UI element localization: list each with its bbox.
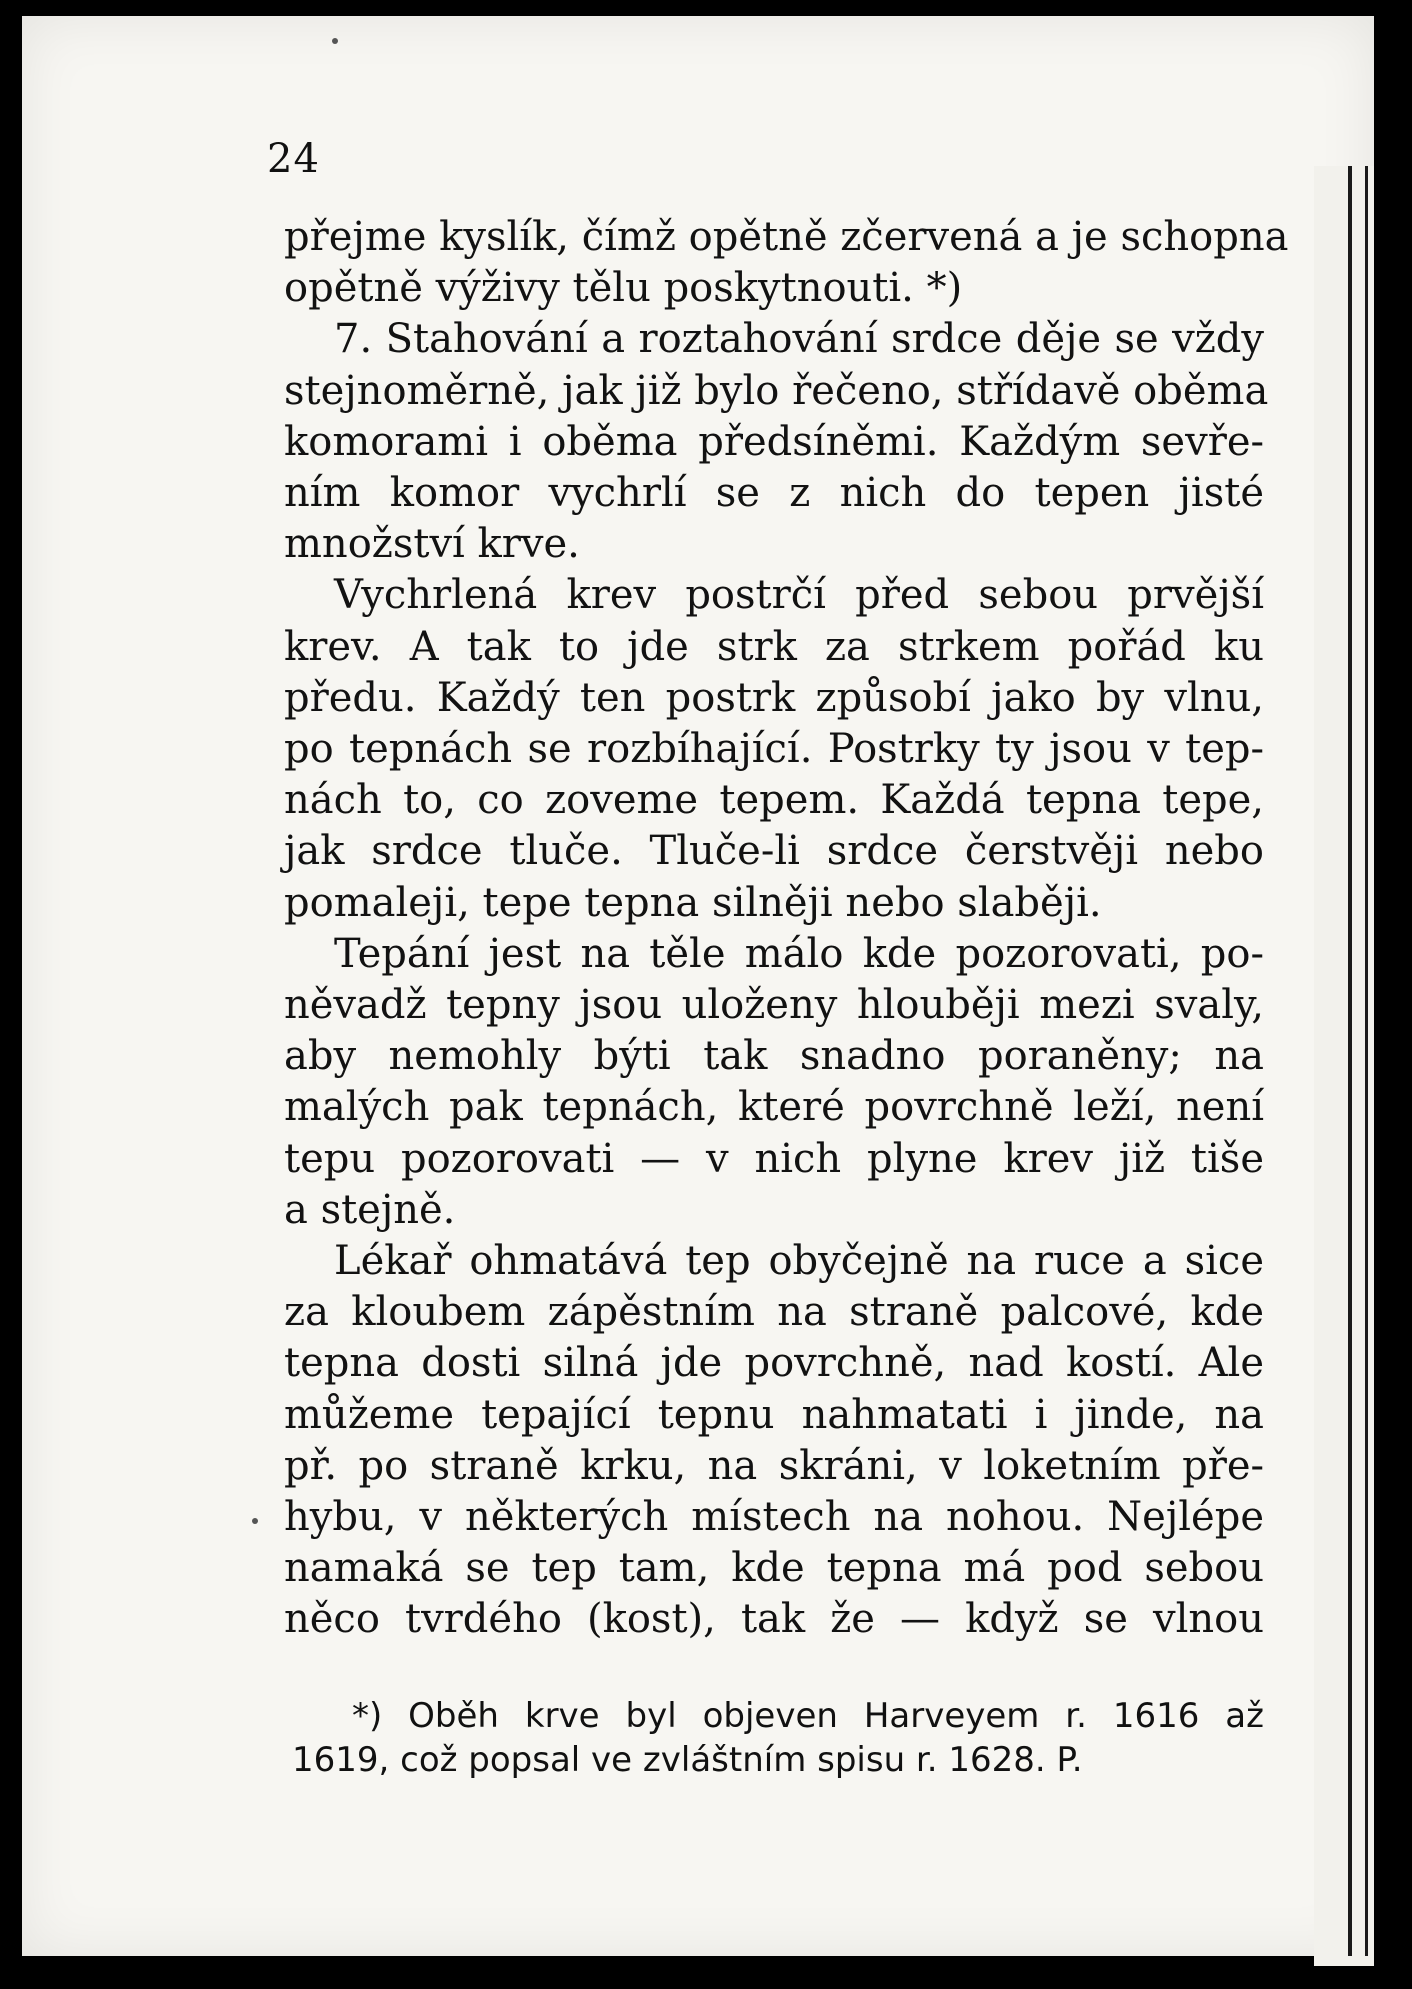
page-number: 24: [267, 136, 320, 182]
body-text-line: 7. Stahování a roztahování srdce děje se vždy: [334, 316, 1264, 363]
body-text-line: př. po straně krku, na skráni, v loketním pře-: [284, 1442, 1264, 1489]
body-text-line: hybu, v některých místech na nohou. Nejlépe: [284, 1494, 1264, 1541]
body-text-line: předu. Každý ten postrk způsobí jako by vlnu,: [284, 674, 1264, 721]
body-text-line: můžeme tepající tepnu nahmatati i jinde, na: [284, 1391, 1264, 1438]
body-text-line: něvadž tepny jsou uloženy hlouběji mezi svaly,: [284, 982, 1264, 1029]
body-text-line: po tepnách se rozbíhající. Postrky ty jsou v tep-: [284, 726, 1264, 773]
page-speck: [332, 38, 338, 44]
binding-line: [1348, 166, 1352, 1956]
body-text-line: a stejně.: [284, 1186, 456, 1233]
body-text-line: Lékař ohmatává tep obyčejně na ruce a sice: [334, 1238, 1264, 1285]
body-text-line: nách to, co zoveme tepem. Každá tepna tepe,: [284, 777, 1264, 824]
body-text-line: tepu pozorovati — v nich plyne krev již tiše: [284, 1135, 1264, 1182]
footnote: [292, 1694, 1264, 1782]
body-text-line: ním komor vychrlí se z nich do tepen jisté: [284, 470, 1264, 517]
body-text: [284, 212, 1289, 1646]
body-text-line: krev. A tak to jde strk za strkem pořád ku: [284, 623, 1264, 670]
body-text-line: komorami i oběma předsíněmi. Každým sevře-: [284, 418, 1264, 465]
body-text-line: stejnoměrně, jak již bylo řečeno, střídavě oběma: [284, 367, 1269, 414]
body-text-line: tepna dosti silná jde povrchně, nad kostí. Ale: [284, 1340, 1264, 1387]
body-text-line: množství krve.: [284, 521, 580, 568]
binding-line-outer: [1365, 166, 1368, 1956]
body-text-line: přejme kyslík, čímž opětně zčervená a je schopna: [284, 214, 1289, 260]
body-text-line: Tepání jest na těle málo kde pozorovati, po-: [334, 930, 1264, 977]
body-text-line: jak srdce tluče. Tluče-li srdce čerstvěji nebo: [284, 828, 1264, 875]
body-text-line: Vychrlená krev postrčí před sebou prvější: [334, 572, 1264, 619]
page-speck: [252, 1518, 258, 1524]
body-text-line: aby nemohly býti tak snadno poraněny; na: [284, 1033, 1264, 1080]
body-text-line: pomaleji, tepe tepna silněji nebo slaběji.: [284, 879, 1102, 926]
body-text-line: malých pak tepnách, které povrchně leží, není: [284, 1084, 1264, 1131]
book-page: [22, 16, 1374, 1956]
footnote-line: *) Oběh krve byl objeven Harveyem r. 1616 až: [352, 1696, 1264, 1736]
body-text-line: něco tvrdého (kost), tak že — když se vlnou: [284, 1596, 1264, 1643]
body-text-line: za kloubem zápěstním na straně palcové, kde: [284, 1289, 1264, 1336]
body-text-line: namaká se tep tam, kde tepna má pod sebou: [284, 1545, 1264, 1592]
body-text-line: opětně výživy tělu poskytnouti. *): [284, 265, 963, 312]
footnote-line: 1619, což popsal ve zvláštním spisu r. 1628. P.: [292, 1740, 1083, 1780]
